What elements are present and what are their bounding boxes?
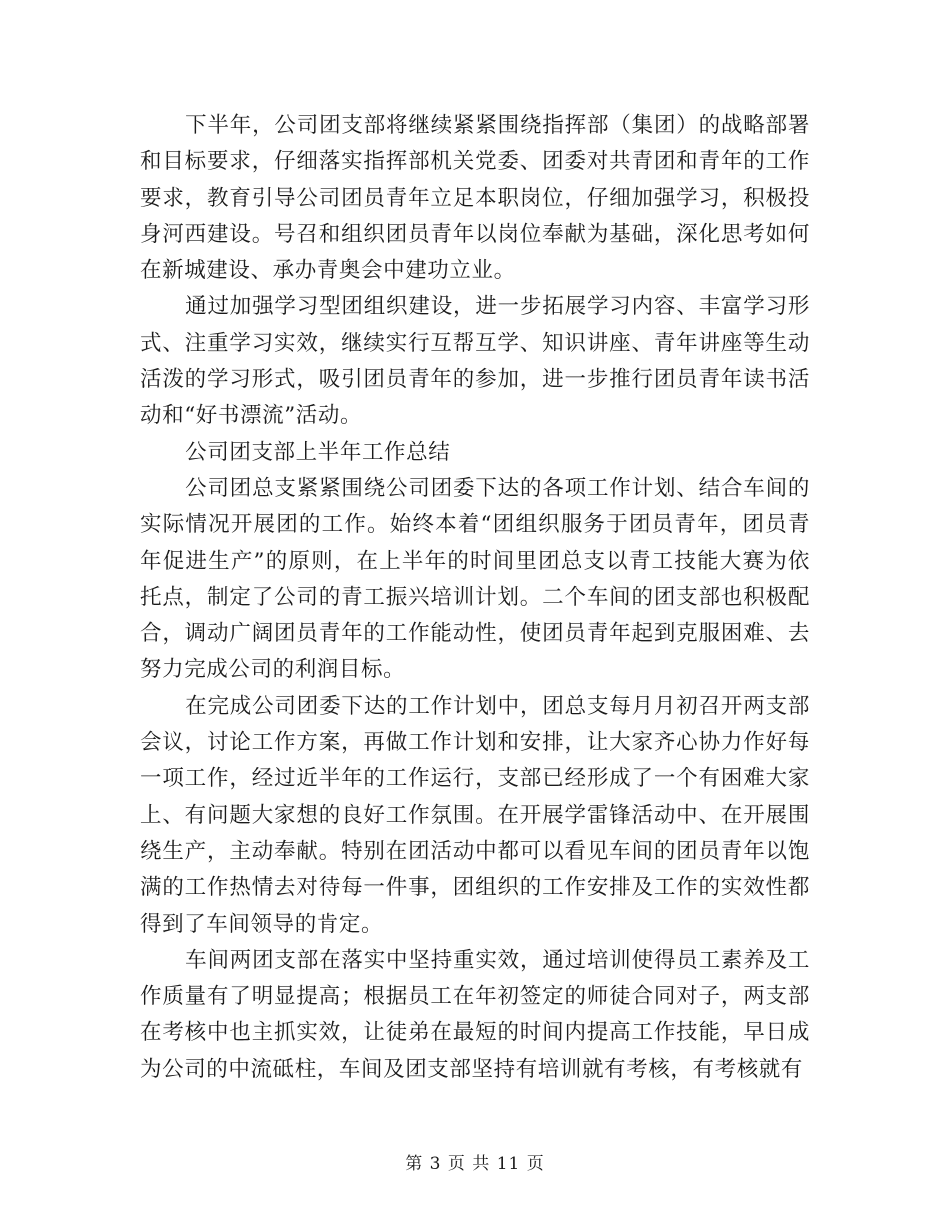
paragraph-learning-organization: 通过加强学习型团组织建设，进一步拓展学习内容、丰富学习形式、注重学习实效，继续实行互帮互学、知识讲座、青年讲座等生动活泼的学习形式，吸引团员青年的参加，进一步推行团员青年读书活动和“好书漂流”活动。	[140, 294, 810, 429]
footer-middle: 页 共	[447, 1154, 491, 1174]
paragraph-work-plan: 在完成公司团委下达的工作计划中，团总支每月月初召开两支部会议，讨论工作方案，再做工作计划和安排，让大家齐心协力作好每一项工作，经过近半年的工作运行，支部已经形成了一个有困难大家上、有问题大家想的良好工作氛围。在开展学雷锋活动中、在开展围绕生产，主动奉献。特别在团活动中都可以看见车间的团员青年以饱满的工作热情去对待每一件事，团组织的工作安排及工作的实效性都得到了车间领导的肯定。	[140, 693, 810, 937]
paragraph-general-branch-work: 公司团总支紧紧围绕公司团委下达的各项工作计划、结合车间的实际情况开展团的工作。始终本着“团组织服务于团员青年，团员青年促进生产”的原则，在上半年的时间里团总支以青工技能大赛为依托点，制定了公司的青工振兴培训计划。二个车间的团支部也积极配合，调动广阔团员青年的工作能动性，使团员青年起到克服困难、去努力完成公司的利润目标。	[140, 475, 810, 683]
paragraph-training-assessment: 车间两团支部在落实中坚持重实效，通过培训使得员工素养及工作质量有了明显提高；根据员工在年初签定的师徒合同对子，两支部在考核中也主抓实效，让徒弟在最短的时间内提高工作技能，早日成为公司的中流砥柱，车间及团支部坚持有培训就有考核，有考核就有	[140, 947, 810, 1082]
footer-suffix: 页	[526, 1154, 545, 1174]
section-heading: 公司团支部上半年工作总结	[185, 439, 451, 465]
paragraph-second-half-plan: 下半年，公司团支部将继续紧紧围绕指挥部（集团）的战略部署和目标要求，仔细落实指挥部机关党委、团委对共青团和青年的工作要求，教育引导公司团员青年立足本职岗位，仔细加强学习，积极投身河西建设。号召和组织团员青年以岗位奉献为基础，深化思考如何在新城建设、承办青奥会中建功立业。	[140, 113, 810, 284]
footer-total-pages: 11	[496, 1154, 521, 1174]
footer-prefix: 第	[405, 1154, 424, 1174]
document-body	[140, 108, 810, 1088]
footer-current-page: 3	[429, 1154, 442, 1174]
page-footer	[0, 1152, 950, 1176]
